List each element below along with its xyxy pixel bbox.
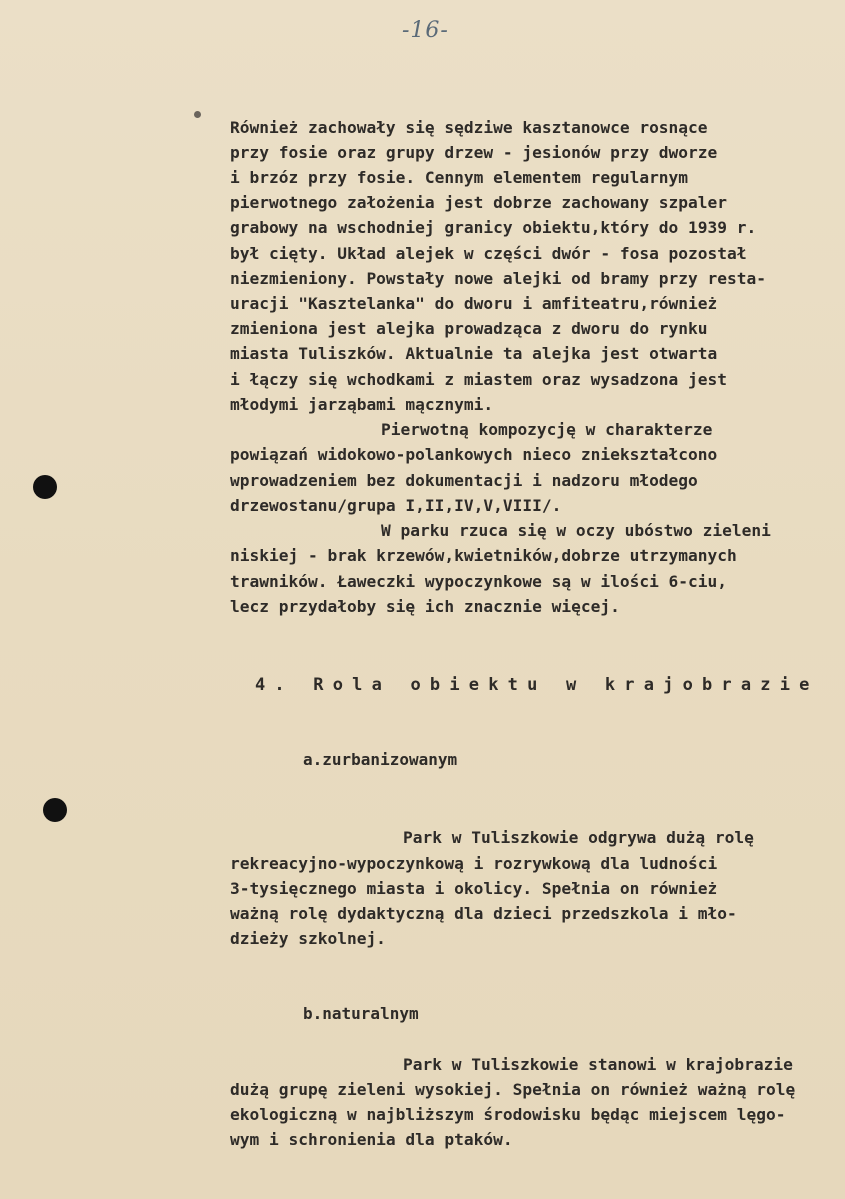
punch-hole	[43, 798, 67, 822]
text-line: ekologiczną w najbliższym środowisku będąc miejscem lęgo-	[230, 1105, 786, 1124]
text-line: dużą grupę zieleni wysokiej. Spełnia on również ważną rolę	[230, 1080, 796, 1099]
text-line: miasta Tuliszków. Aktualnie ta alejka jest otwarta	[230, 344, 718, 363]
section-heading: 4. Rola obiektu w krajobrazie	[255, 675, 819, 695]
text-line: i brzóz przy fosie. Cennym elementem regularnym	[230, 168, 689, 187]
text-line: wprowadzeniem bez dokumentacji i nadzoru młodego	[230, 471, 698, 490]
text-line: pierwotnego założenia jest dobrze zachowany szpaler	[230, 193, 728, 212]
text-line: przy fosie oraz grupy drzew - jesionów przy dworze	[230, 143, 718, 162]
text-line: Pierwotną kompozycję w charakterze	[381, 420, 713, 439]
subsection-title: a.zurbanizowanym	[303, 750, 458, 769]
text-line: był cięty. Układ alejek w części dwór - fosa pozostał	[230, 244, 747, 263]
text-line: rekreacyjno-wypoczynkową i rozrywkową dla ludności	[230, 854, 718, 873]
page-number: -16-	[402, 18, 449, 43]
text-line: 3-tysięcznego miasta i okolicy. Spełnia on również	[230, 879, 718, 898]
text-line: ważną rolę dydaktyczną dla dzieci przedszkola i mło-	[230, 904, 737, 923]
ink-speck	[194, 111, 201, 118]
text-line: i łączy się wchodkami z miastem oraz wysadzona jest	[230, 370, 728, 389]
subsection-title: b.naturalnym	[303, 1004, 419, 1023]
text-line: W parku rzuca się w oczy ubóstwo zieleni	[381, 521, 771, 540]
text-line: uracji "Kasztelanka" do dworu i amfiteatru,również	[230, 294, 718, 313]
punch-hole	[33, 475, 57, 499]
text-line: grabowy na wschodniej granicy obiektu,który do 1939 r.	[230, 218, 757, 237]
text-line: Również zachowały się sędziwe kasztanowce rosnące	[230, 118, 708, 137]
text-line: Park w Tuliszkowie odgrywa dużą rolę	[403, 828, 754, 847]
text-line: Park w Tuliszkowie stanowi w krajobrazie	[403, 1055, 793, 1074]
text-line: zmieniona jest alejka prowadząca z dworu do rynku	[230, 319, 708, 338]
text-line: trawników. Ławeczki wypoczynkowe są w ilości 6-ciu,	[230, 572, 728, 591]
text-line: drzewostanu/grupa I,II,IV,V,VIII/.	[230, 496, 562, 515]
text-line: niezmieniony. Powstały nowe alejki od bramy przy resta-	[230, 269, 767, 288]
text-line: powiązań widokowo-polankowych nieco zniekształcono	[230, 445, 718, 464]
text-line: lecz przydałoby się ich znacznie więcej.	[230, 597, 620, 616]
text-line: niskiej - brak krzewów,kwietników,dobrze utrzymanych	[230, 546, 737, 565]
text-line: wym i schronienia dla ptaków.	[230, 1130, 513, 1149]
text-line: młodymi jarząbami mącznymi.	[230, 395, 494, 414]
text-line: dzieży szkolnej.	[230, 929, 386, 948]
